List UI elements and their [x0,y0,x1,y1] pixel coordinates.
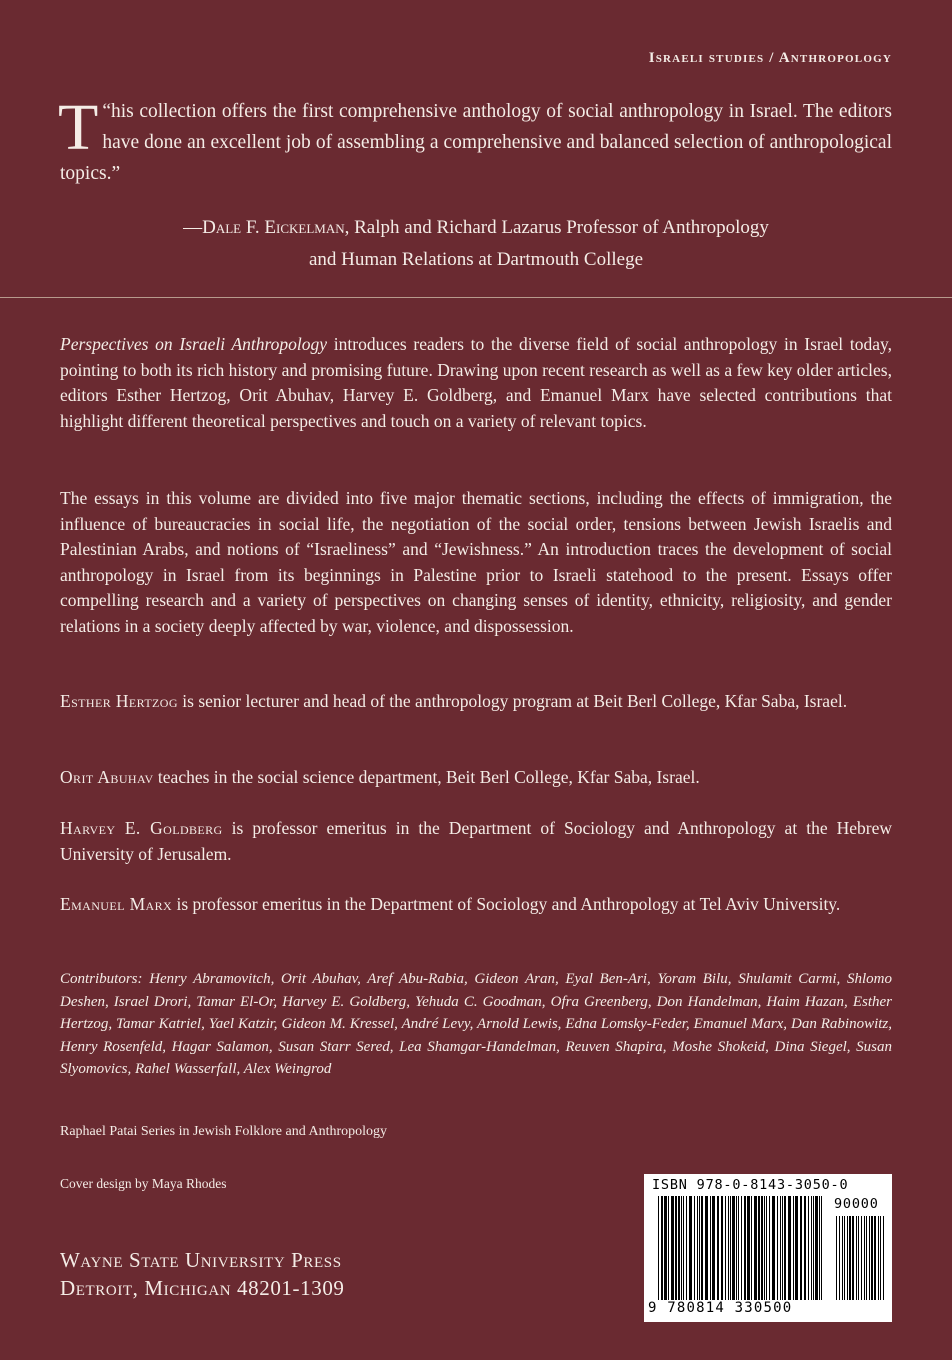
barcode-bar [815,1196,818,1300]
cover-design-credit: Cover design by Maya Rhodes [60,1176,227,1191]
quote-dropcap: T [58,91,99,164]
series-name: Raphael Patai Series in Jewish Folklore and Anthropology [60,1124,388,1139]
barcode-bar [869,1216,870,1300]
isbn-label: ISBN 978-0-8143-3050-0 [652,1177,849,1193]
barcode-bar [664,1196,667,1300]
contributors-list: Contributors: Henry Abramovitch, Orit Abuhav, Aref Abu-Rabia, Gideon Aran, Eyal Ben-Ari, Yoram Bilu, Shulamit Carmi, Shlomo Deshen, Israel Drori, Tamar El-Or, Harvey E. Goldberg, Yehuda C. Goodman, Ofra Greenberg, Don Handelman, Haim Hazan, Esther Hertzog, Tamar Katriel, Yael Katzir, Gideon M. Kressel, André Levy, Arnold Lewis, Edna Lomsky-Feder, Emanuel Marx, Dan Rabinowitz, Henry Rosenfeld, Hagar Salamon, Susan Starr Sered, Lea Shamgar-Handelman, Reuven Shapira, Moshe Shokeid, Dina Siegel, Susan Slyomovics, Rahel Wasserfall, Alex Weingrod [60,971,892,1077]
barcode-bar [658,1196,659,1300]
attribution-name: Dale F. Eickelman [202,217,345,238]
barcode-bar [866,1216,867,1300]
barcode-bar [761,1196,763,1300]
publisher-address: Detroit, Michigan 48201-1309 [60,1276,345,1300]
barcode-bar [800,1196,802,1300]
description-paragraph-1 [60,332,892,434]
barcode-bar [777,1196,778,1300]
barcode-bar [782,1196,783,1300]
section-divider [0,297,952,298]
barcode-bar [861,1216,862,1300]
barcode-bar [819,1196,820,1300]
attribution-title: , Ralph and Richard Lazarus Professor of Anthropology [344,217,769,238]
barcode-bar [717,1196,719,1300]
barcode-bar [764,1196,765,1300]
barcode-bar [852,1216,854,1300]
barcode-bar [699,1196,700,1300]
bio-name: Esther Hertzog [60,691,178,711]
barcode-bar [725,1196,726,1300]
barcode-bar [839,1216,840,1300]
barcode-bar [683,1196,684,1300]
description-paragraph-2 [60,486,892,639]
barcode-bar [880,1216,881,1300]
barcode-bar [697,1196,698,1300]
barcode-bar [712,1196,715,1300]
bio-name: Harvey E. Goldberg [60,818,223,838]
category-label: Israeli studies / Anthropology [648,50,892,66]
barcode-bar [813,1196,814,1300]
barcode-bar [705,1196,708,1300]
barcode-bar [668,1196,669,1300]
barcode-bar [795,1196,798,1300]
bio-orit-abuhav [60,765,892,791]
barcode-bar [811,1196,812,1300]
attribution-line-1 [60,212,892,244]
barcode-bar [721,1196,723,1300]
bio-name: Orit Abuhav [60,767,154,787]
attribution-line-2: and Human Relations at Dartmouth College [308,249,643,270]
barcode-bar [849,1216,851,1300]
barcode-bar [747,1196,750,1300]
description-text-2: The essays in this volume are divided into five major thematic sections, including the effects of immigration, the influence of bureaucracies in social life, the negotiation of the social order, tensions between Jewish Israelis and Palestinian Arabs, and notions of “Israeliness” and “Jewishness.” An introduction traces the development of social anthropology in Israel from its beginnings in Palestine prior to Israeli statehood to the present. Essays offer compelling research and a variety of perspectives on changing senses of identity, ethnicity, religiosity, and gender relations in a society deeply affected by war, violence, and dispossession. [60,488,892,636]
barcode-bar [758,1196,760,1300]
barcode-bar [678,1196,680,1300]
barcode-bar [661,1196,663,1300]
barcode-bar [780,1196,781,1300]
isbn-barcode [644,1174,892,1322]
barcode-bar [821,1196,822,1300]
barcode-bar [732,1196,735,1300]
barcode-bar [754,1196,757,1300]
bio-text: is senior lecturer and head of the anthropology program at Beit Berl College, Kfar Saba, Israel. [177,691,848,711]
barcode-bar [836,1216,837,1300]
attribution-dash: — [183,217,203,238]
barcode-bar [788,1196,791,1300]
barcode-bar [847,1216,848,1300]
bio-text: teaches in the social science department, Beit Berl College, Kfar Saba, Israel. [153,767,700,787]
publisher-name: Wayne State University Press [60,1248,342,1272]
publisher-block [60,1246,345,1302]
barcode-bar [858,1216,859,1300]
book-title: Perspectives on Israeli Anthropology [60,334,328,354]
bio-harvey-goldberg [60,816,892,867]
bio-esther-hertzog [60,689,892,715]
barcode-bar [772,1196,775,1300]
barcode-bar [808,1196,809,1300]
barcode-bar [766,1196,767,1300]
description-text-1: introduces readers to the diverse field of social anthropology in Israel today, pointing to both its rich history and promising future. Drawing upon recent research as well as a few key older articles, editors Esther Hertzog, Orit Abuhav, Harvey E. Goldberg, and Emanuel Marx have selected contributions that highlight different theoretical perspectives and touch on a variety of relevant topics. [60,334,892,431]
barcode-bar [874,1216,876,1300]
barcode-bar [784,1196,786,1300]
barcode-bar [710,1196,711,1300]
barcode-bar [671,1196,674,1300]
barcode-bar [730,1196,731,1300]
barcode-bar [864,1216,865,1300]
bio-text: is professor emeritus in the Department of Sociology and Anthropology at the Hebrew University of Jerusalem. [60,818,892,864]
barcode-bar [883,1216,884,1300]
barcode-bar [738,1196,739,1300]
barcode-bar [736,1196,737,1300]
barcode-bar [741,1196,742,1300]
price-code: 90000 [834,1196,879,1212]
barcode-bar [728,1196,729,1300]
barcode-bar [769,1196,770,1300]
ean-number: 9 780814 330500 [648,1300,793,1316]
barcode-bar [793,1196,794,1300]
barcode-bar [681,1196,682,1300]
bio-name: Emanuel Marx [60,894,173,914]
barcode-bar [686,1196,687,1300]
barcode-bar [694,1196,695,1300]
barcode-bar [701,1196,703,1300]
barcode-bar [804,1196,806,1300]
barcode-bar [675,1196,677,1300]
quote-text: his collection offers the first comprehensive anthology of social anthropology in Israel. The editors have done an excellent job of assembling a comprehensive and balanced selection of anthropological topics.” [60,101,892,184]
barcode-bar [871,1216,873,1300]
quote-attribution [60,212,892,276]
barcode-bar [856,1216,857,1300]
barcode-bar [751,1196,752,1300]
bio-text: is professor emeritus in the Department of Sociology and Anthropology at Tel Aviv University. [172,894,841,914]
barcode-bar [878,1216,879,1300]
barcode-bar [842,1216,843,1300]
quote-open-mark: “ [102,101,111,122]
barcode-bar [689,1196,692,1300]
bio-emanuel-marx [60,892,892,918]
barcode-bar [744,1196,746,1300]
barcode-bar [844,1216,845,1300]
blurb-quote [58,91,892,189]
